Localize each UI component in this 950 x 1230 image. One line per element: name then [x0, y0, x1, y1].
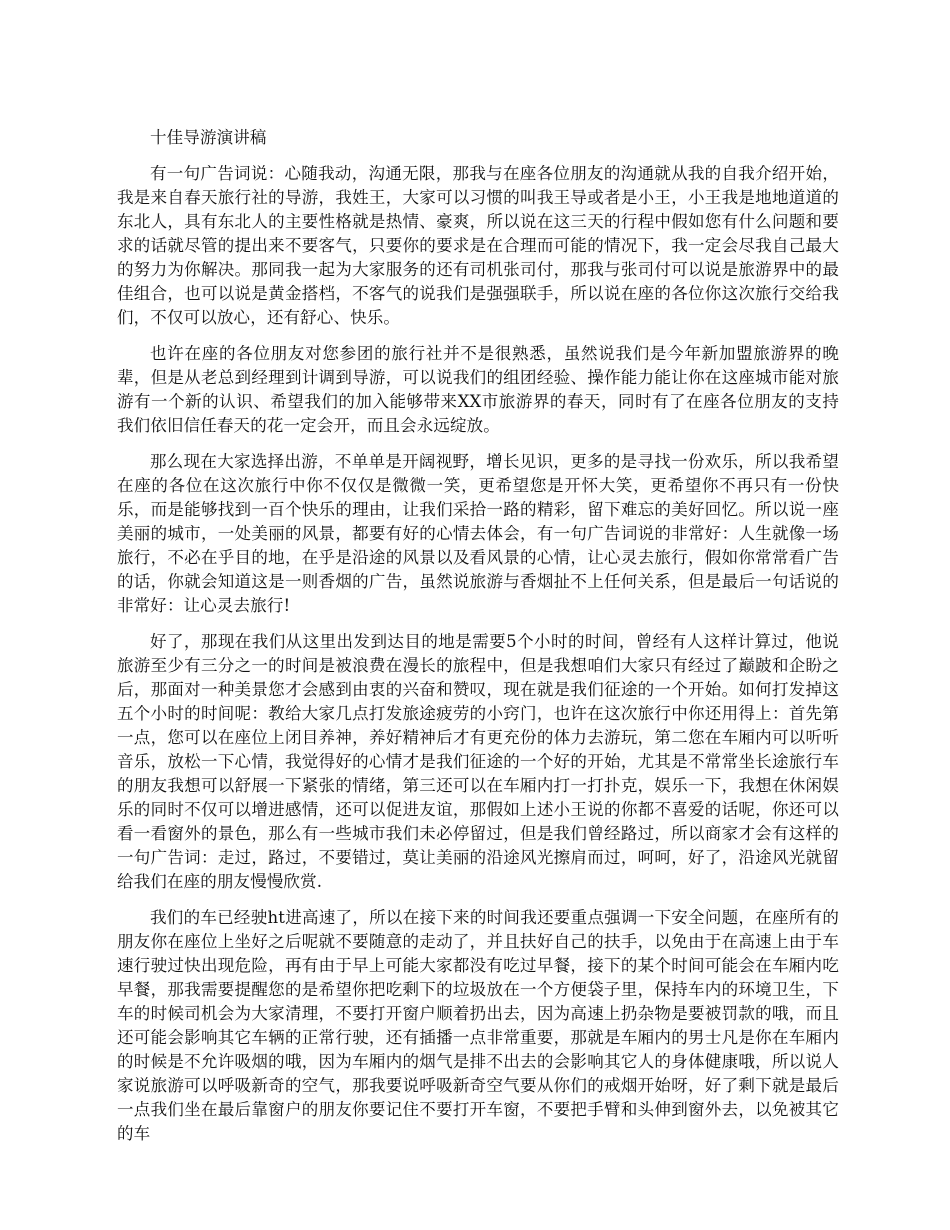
document-title: 十佳导游演讲稿 [150, 128, 267, 147]
paragraph-journey-tips: 好了，那现在我们从这里出发到达目的地是需要5个小时的时间，曾经有人这样计算过，他说旅游至少有三分之一的时间是被浪费在漫长的旅程中，但是我想咱们大家只有经过了巅跛和企盼之后，那面对一种美景您才会感到由衷的兴奋和赞叹，现在就是我们征途的一个开始。如何打发掉这五个小时的时间呢：教给大家几点打发旅途疲劳的小窍门，也许在这次旅行中你还用得上：首先第一点，您可以在座位上闭目养神，养好精神后才有更充份的体力去游玩，第二您在车厢内可以听听音乐，放松一下心情，我觉得好的心情才是我们征途的一个好的开始，尤其是不常常坐长途旅行车的朋友我想可以舒展一下紧张的情绪，第三还可以在车厢内打一打扑克，娱乐一下，我想在休闲娱乐的同时不仅可以增进感情，还可以促进友谊，那假如上述小王说的你都不喜爱的话呢，你还可以看一看窗外的景色，那么有一些城市我们未必停留过，但是我们曾经路过，所以商家才会有这样的一句广告词：走过，路过，不要错过，莫让美丽的沿途风光擦肩而过，呵呵，好了，沿途风光就留给我们在座的朋友慢慢欣赏. [117, 632, 839, 891]
paragraph-safety-notice: 我们的车已经驶ht进高速了，所以在接下来的时间我还要重点强调一下安全问题，在座所有的朋友你在座位上坐好之后呢就不要随意的走动了，并且扶好自己的扶手，以免由于在高速上由于车速行驶过快出现危险，再有由于早上可能大家都没有吃过早餐，接下的某个时间可能会在车厢内吃早餐，那我需要提醒您的是希望你把吃剩下的垃圾放在一个方便袋子里，保持车内的环境卫生，下车的时候司机会为大家清理，不要打开窗户顺着扔出去，因为高速上扔杂物是要被罚款的哦，而且还可能会影响其它车辆的正常行驶，还有插播一点非常重要，那就是车厢内的男士凡是你在车厢内的时候是不允许吸烟的哦，因为车厢内的烟气是排不出去的会影响其它人的身体健康哦，所以说人家说旅游可以呼吸新奇的空气，那我要说呼吸新奇空气要从你们的戒烟开始呀，好了剩下就是最后一点我们坐在最后靠窗户的朋友你要记住不要打开车窗，不要把手臂和头伸到窗外去，以免被其它的车 [117, 908, 839, 1143]
paragraph-agency-introduction: 也许在座的各位朋友对您参团的旅行社并不是很熟悉，虽然说我们是今年新加盟旅游界的晚辈，但是从老总到经理到计调到导游，可以说我们的组团经验、操作能力能让你在这座城市能对旅游有一个新的认识、希望我们的加入能够带来XX市旅游界的春天，同时有了在座各位朋友的支持我们依旧信任春天的花一定会开，而且会永远绽放。 [117, 344, 839, 435]
document-page [117, 126, 839, 1146]
paragraph-travel-mood: 那么现在大家选择出游，不单单是开阔视野，增长见识，更多的是寻找一份欢乐，所以我希望在座的各位在这次旅行中你不仅仅是微微一笑，更希望您是开怀大笑，更希望你不再只有一份快乐，而是能够找到一百个快乐的理由，让我们采拾一路的精彩，留下难忘的美好回忆。所以说一座美丽的城市，一处美丽的风景，都要有好的心情去体会，有一句广告词说的非常好：人生就像一场旅行，不必在乎目的地，在乎是沿途的风景以及看风景的心情，让心灵去旅行，假如你常常看广告的话，你就会知道这是一则香烟的广告，虽然说旅游与香烟扯不上任何关系，但是最后一句话说的非常好：让心灵去旅行! [117, 452, 839, 615]
paragraph-self-introduction: 有一句广告词说：心随我动，沟通无限，那我与在座各位朋友的沟通就从我的自我介绍开始，我是来自春天旅行社的导游，我姓王，大家可以习惯的叫我王导或者是小王，小王我是地地道道的东北人，具有东北人的主要性格就是热情、豪爽，所以说在这三天的行程中假如您有什么问题和要求的话就尽管的提出来不要客气，只要你的要求是在合理而可能的情况下，我一定会尽我自己最大的努力为你解决。那同我一起为大家服务的还有司机张司付，那我与张司付可以说是旅游界中的最佳组合，也可以说是黄金搭档，不客气的说我们是强强联手，所以说在座的各位你这次旅行交给我们，不仅可以放心，还有舒心、快乐。 [117, 164, 839, 327]
